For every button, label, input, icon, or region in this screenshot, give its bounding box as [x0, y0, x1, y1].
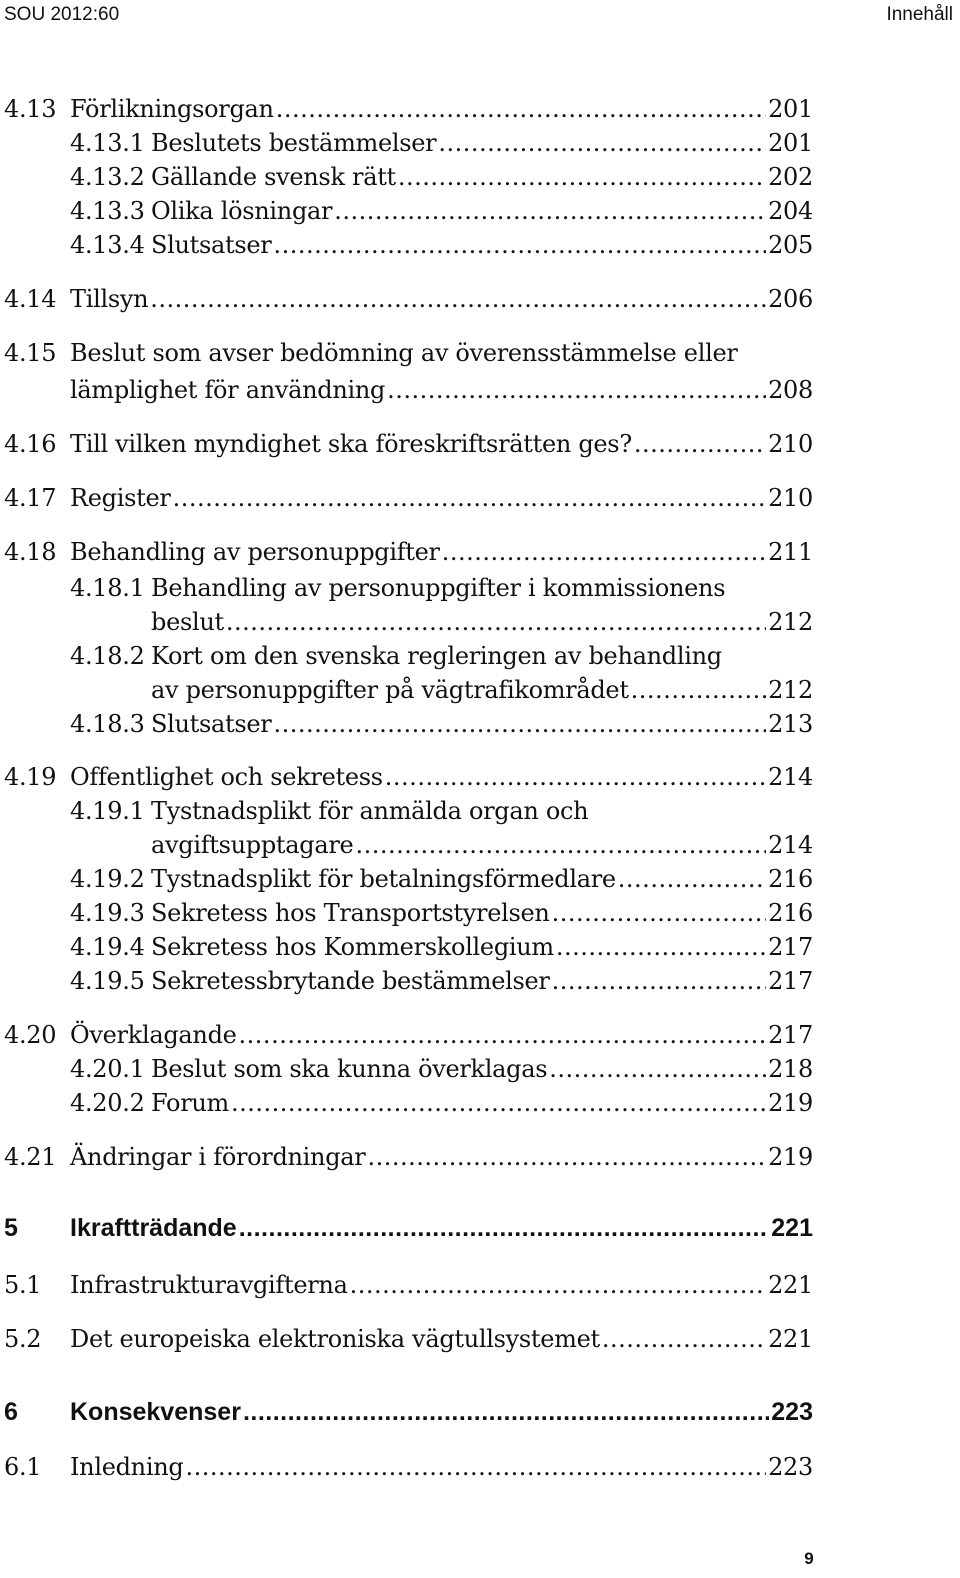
toc-entry-page: 214 [768, 831, 813, 859]
toc-entry-title: Sekretess hos Transportstyrelsen [151, 899, 550, 927]
dot-leader [243, 1396, 769, 1428]
toc-entry-title: Konsekvenser [70, 1398, 241, 1426]
running-header-right: Innehåll [886, 4, 953, 25]
dot-leader [387, 375, 766, 405]
page-number: 9 [804, 1549, 814, 1568]
toc-entry-number: 4.14 [4, 285, 57, 313]
toc-entry-page: 223 [771, 1398, 813, 1426]
toc-entry-page: 210 [768, 484, 813, 512]
toc-entry-title: Gällande svensk rätt [151, 163, 396, 191]
toc-entry-page: 205 [768, 231, 813, 259]
dot-leader [549, 1054, 766, 1084]
dot-leader [552, 966, 767, 996]
toc-entry-number: 4.18.3 [70, 710, 145, 738]
dot-leader [602, 1324, 766, 1354]
toc-entry-number: 4.20.2 [70, 1089, 145, 1117]
toc-entry-page: 217 [768, 967, 813, 995]
toc-entry-number: 5.1 [4, 1271, 42, 1299]
toc-entry-number: 4.13.2 [70, 163, 145, 191]
dot-leader [239, 1020, 767, 1050]
toc-entry-page: 210 [768, 430, 813, 458]
dot-leader [150, 284, 766, 314]
dot-leader [552, 898, 767, 928]
dot-leader [367, 1142, 766, 1172]
toc-entry-number: 5 [4, 1214, 18, 1242]
toc-entry-title: Behandling av personuppgifter [70, 538, 440, 566]
toc-entry-number: 4.18 [4, 538, 57, 566]
dot-leader [438, 128, 766, 158]
toc-entry-title: Ändringar i förordningar [70, 1143, 366, 1171]
toc-entry-title: Olika lösningar [151, 197, 333, 225]
toc-entry-number: 6.1 [4, 1453, 42, 1481]
toc-entry-number: 4.13.4 [70, 231, 145, 259]
toc-entry-number: 4.19.2 [70, 865, 145, 893]
toc-entry-title: Tystnadsplikt för anmälda organ och [151, 797, 589, 825]
dot-leader [276, 94, 766, 124]
toc-entry-number: 4.13 [4, 95, 57, 123]
toc-entry-number: 4.21 [4, 1143, 57, 1171]
dot-leader [334, 196, 766, 226]
dot-leader [634, 429, 766, 459]
toc-entry-title-continuation: av personuppgifter på vägtrafikområdet [151, 676, 629, 704]
dot-leader [350, 1270, 766, 1300]
toc-entry-title-continuation: beslut [151, 608, 224, 636]
dot-leader [273, 709, 766, 739]
toc-entry-title: Kort om den svenska regleringen av behandling [151, 642, 722, 670]
toc-entry-number: 6 [4, 1398, 18, 1426]
toc-entry-number: 4.18.1 [70, 574, 145, 602]
dot-leader [355, 830, 766, 860]
toc-entry-page: 218 [768, 1055, 813, 1083]
toc-entry-title: Beslut som avser bedömning av överensstämmelse eller [70, 339, 738, 367]
toc-entry-page: 219 [768, 1143, 813, 1171]
toc-entry-title: Inledning [70, 1453, 184, 1481]
toc-entry-title: Sekretess hos Kommerskollegium [151, 933, 554, 961]
toc-entry-title: Behandling av personuppgifter i kommissionens [151, 574, 726, 602]
toc-entry-title: Offentlighet och sekretess [70, 763, 383, 791]
toc-entry-number: 4.18.2 [70, 642, 145, 670]
toc-entry-title: Slutsatser [151, 231, 272, 259]
toc-entry-page: 208 [768, 376, 813, 404]
toc-entry-page: 214 [768, 763, 813, 791]
toc-entry-page: 223 [768, 1453, 813, 1481]
toc-entry-title: Infrastrukturavgifterna [70, 1271, 348, 1299]
dot-leader [226, 607, 766, 637]
toc-entry-page: 221 [768, 1271, 813, 1299]
dot-leader [231, 1088, 766, 1118]
toc-entry-title: Tillsyn [70, 285, 149, 313]
toc-entry-title: Det europeiska elektroniska vägtullsystemet [70, 1325, 600, 1353]
dot-leader [173, 483, 767, 513]
toc-entry-title: Överklagande [70, 1021, 237, 1049]
toc-entry-page: 221 [768, 1325, 813, 1353]
toc-entry-page: 213 [768, 710, 813, 738]
running-header-left: SOU 2012:60 [4, 4, 120, 25]
toc-entry-number: 4.15 [4, 339, 57, 367]
toc-entry-page: 201 [768, 95, 813, 123]
toc-entry-page: 216 [768, 899, 813, 927]
toc-entry-title: Ikraftträdande [70, 1214, 237, 1242]
toc-entry-title: Forum [151, 1089, 229, 1117]
dot-leader [618, 864, 766, 894]
toc-entry-page: 212 [768, 676, 813, 704]
toc-entry-title: Beslutets bestämmelser [151, 129, 437, 157]
toc-entry-title: Register [70, 484, 171, 512]
toc-entry-page: 204 [768, 197, 813, 225]
toc-entry-number: 4.13.3 [70, 197, 145, 225]
toc-entry-number: 4.20.1 [70, 1055, 145, 1083]
dot-leader [398, 162, 766, 192]
toc-entry-number: 4.17 [4, 484, 57, 512]
toc-entry-page: 212 [768, 608, 813, 636]
dot-leader [239, 1212, 770, 1244]
toc-entry-number: 4.19 [4, 763, 57, 791]
toc-entry-page: 219 [768, 1089, 813, 1117]
toc-entry-title: Slutsatser [151, 710, 272, 738]
toc-entry-number: 4.19.3 [70, 899, 145, 927]
toc-entry-title: Förlikningsorgan [70, 95, 274, 123]
toc-entry-number: 4.19.5 [70, 967, 145, 995]
toc-entry-title: Beslut som ska kunna överklagas [151, 1055, 548, 1083]
toc-entry-page: 206 [768, 285, 813, 313]
dot-leader [385, 762, 766, 792]
toc-entry-number: 5.2 [4, 1325, 42, 1353]
toc-entry-title: Sekretessbrytande bestämmelser [151, 967, 550, 995]
toc-entry-title-continuation: lämplighet för användning [70, 376, 386, 404]
toc-entry-number: 4.19.1 [70, 797, 145, 825]
dot-leader [273, 230, 766, 260]
dot-leader [185, 1452, 766, 1482]
toc-entry-title-continuation: avgiftsupptagare [151, 831, 354, 859]
toc-entry-number: 4.20 [4, 1021, 57, 1049]
toc-entry-title: Tystnadsplikt för betalningsförmedlare [151, 865, 616, 893]
toc-entry-number: 4.19.4 [70, 933, 145, 961]
dot-leader [631, 675, 766, 705]
dot-leader [442, 537, 766, 567]
toc-entry-title: Till vilken myndighet ska föreskriftsrätten ges? [70, 430, 632, 458]
toc-entry-page: 201 [768, 129, 813, 157]
toc-entry-page: 216 [768, 865, 813, 893]
toc-entry-number: 4.13.1 [70, 129, 145, 157]
toc-entry-number: 4.16 [4, 430, 57, 458]
toc-entry-page: 217 [768, 1021, 813, 1049]
toc-entry-page: 221 [771, 1214, 813, 1242]
toc-entry-page: 211 [768, 538, 813, 566]
dot-leader [556, 932, 766, 962]
toc-entry-page: 217 [768, 933, 813, 961]
toc-entry-page: 202 [768, 163, 813, 191]
